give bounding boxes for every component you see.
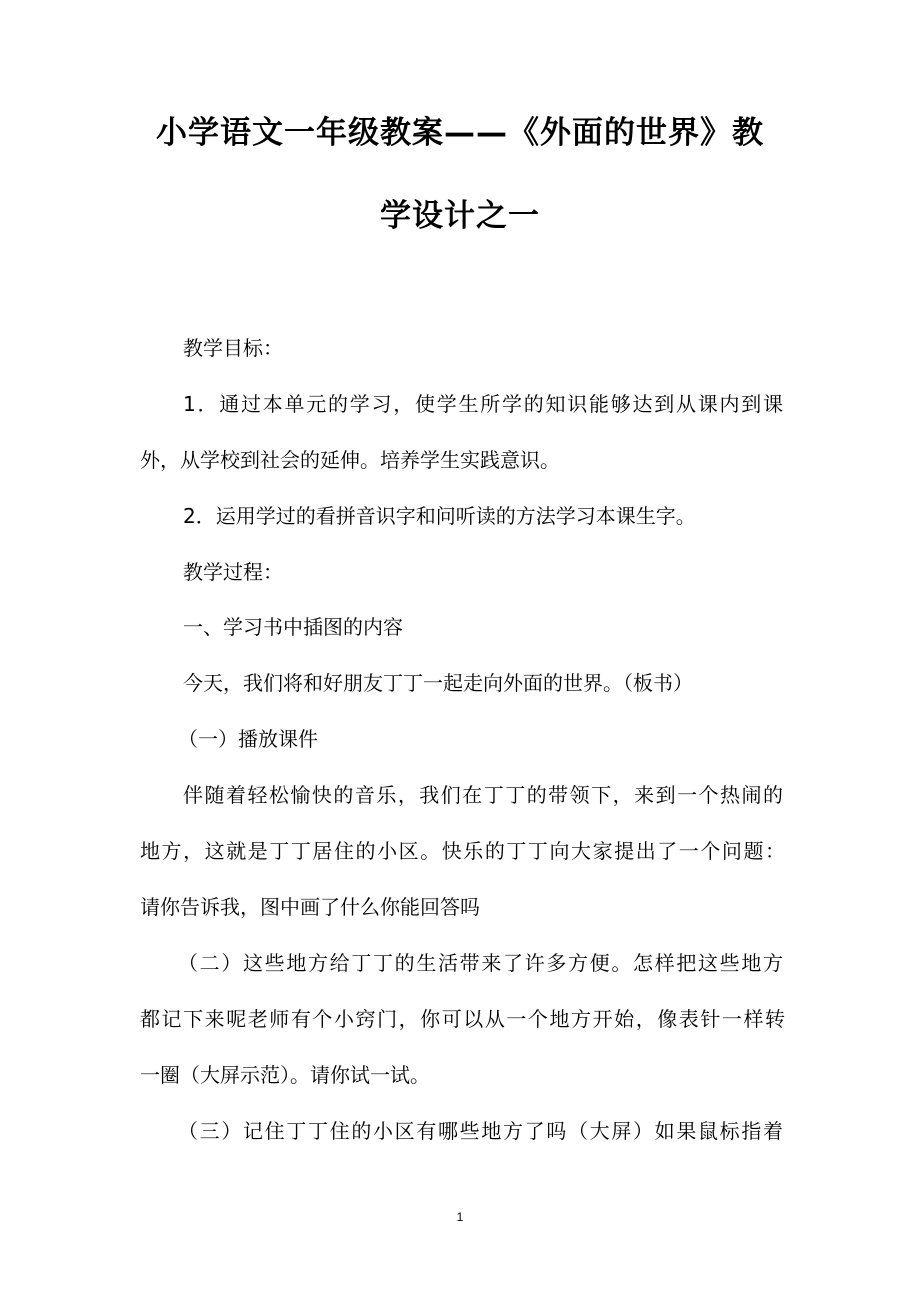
page-number: 1 bbox=[456, 1210, 464, 1224]
paragraph-courseware-line-3: 请你告诉我，图中画了什么你能回答吗 bbox=[140, 895, 480, 919]
paragraph-subsection-2-line-3: 一圈（大屏示范）。请你试一试。 bbox=[140, 1063, 430, 1087]
paragraph-courseware-line-1: 伴随着轻松愉快的音乐，我们在丁丁的带领下，来到一个热闹的 bbox=[183, 783, 783, 807]
paragraph-process-heading: 教学过程： bbox=[183, 560, 283, 584]
document-title-line-2: 学设计之一 bbox=[380, 198, 540, 234]
paragraph-courseware-line-2: 地方，这就是丁丁居住的小区。快乐的丁丁向大家提出了一个问题： bbox=[140, 839, 785, 863]
paragraph-subsection-1-heading: （一）播放课件 bbox=[178, 727, 318, 751]
paragraph-goal-1-line-2: 外，从学校到社会的延伸。培养学生实践意识。 bbox=[140, 448, 560, 472]
paragraph-intro: 今天，我们将和好朋友丁丁一起走向外面的世界。（板书） bbox=[183, 671, 693, 695]
paragraph-subsection-2-line-1: （二）这些地方给丁丁的生活带来了许多方便。怎样把这些地方 bbox=[178, 951, 783, 975]
paragraph-goal-2: 2．运用学过的看拼音识字和问听读的方法学习本课生字。 bbox=[183, 504, 696, 528]
paragraph-subsection-3-line-1: （三）记住丁丁住的小区有哪些地方了吗（大屏）如果鼠标指着 bbox=[178, 1119, 783, 1143]
paragraph-section-1-heading: 一、学习书中插图的内容 bbox=[183, 615, 403, 639]
paragraph-goal-1-line-1: 1．通过本单元的学习，使学生所学的知识能够达到从课内到课 bbox=[183, 392, 783, 416]
paragraph-teaching-goals-heading: 教学目标： bbox=[183, 336, 283, 360]
document-title-line-1: 小学语文一年级教案——《外面的世界》教 bbox=[156, 115, 764, 151]
paragraph-subsection-2-line-2: 都记下来呢老师有个小窍门，你可以从一个地方开始，像表针一样转 bbox=[140, 1007, 785, 1031]
